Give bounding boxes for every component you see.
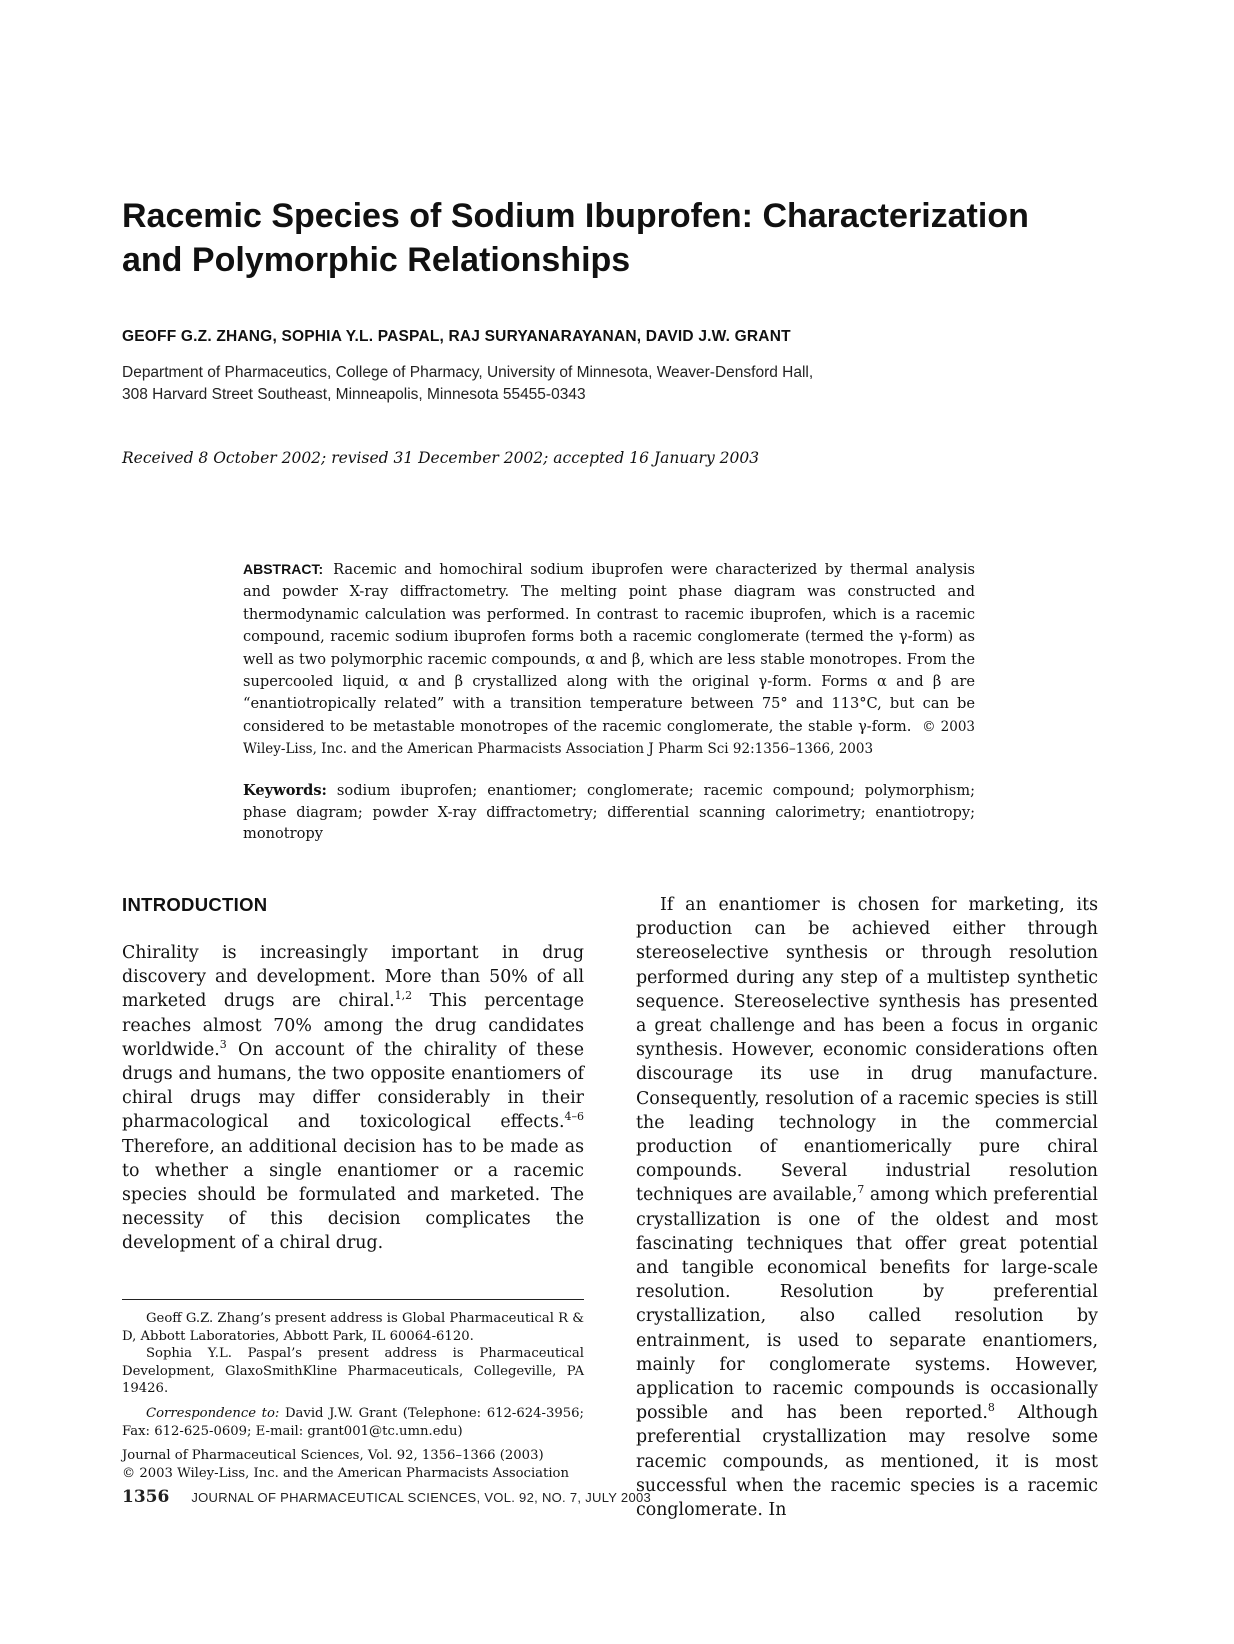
body-text-b: among which preferential crystallization is one of the oldest and most fascinating techniques that offer great potential and tangible economical benefits for large-scale resolution. Resolution by preferential crystallization, also called resolution by entrainment, is used to separate enantiomers, mainly for conglomerate systems. However, application to racemic compounds is occasionally possible and has been reported. (636, 1185, 1098, 1424)
abstract-citation: © 2003 Wiley-Liss, Inc. and the American Pharmacists Association J Pharm Sci 92:1356–1366, 2003 (243, 718, 976, 758)
body-paragraph (636, 893, 1098, 1522)
left-column (122, 893, 584, 1256)
affiliation (122, 362, 1082, 406)
body-text-a: If an enantiomer is chosen for marketing, its production can be achieved either through stereoselective synthesis or through resolution performed during any step of a multistep synthetic sequence. Stereoselective synthesis has presented a great challenge and has been a focus in organic synthesis. However, economic considerations often discourage its use in drug manufacture. Consequently, resolution of a racemic species is still the leading technology in the commercial production of enantiomerically pure chiral compounds. Several industrial resolution techniques are available, (636, 895, 1098, 1206)
running-footer: JOURNAL OF PHARMACEUTICAL SCIENCES, VOL. 92, NO. 7, JULY 2003 (191, 1490, 652, 1505)
reference-marker[interactable]: 1,2 (394, 989, 413, 1003)
page-number: 1356 (122, 1487, 170, 1507)
footnotes (122, 1310, 584, 1482)
footnote-paspal: Sophia Y.L. Paspal’s present address is Pharmaceutical Development, GlaxoSmithKline Pharmaceuticals, Collegeville, PA 19426. (122, 1346, 584, 1397)
footnote-correspondence (122, 1405, 584, 1440)
right-column (636, 893, 1098, 1522)
footnote-journal: Journal of Pharmaceutical Sciences, Vol. 92, 1356–1366 (2003) (122, 1448, 544, 1464)
footnote-copyright: © 2003 Wiley-Liss, Inc. and the American Pharmacists Association (122, 1465, 569, 1481)
abstract (243, 558, 975, 761)
footnote-divider (122, 1299, 584, 1300)
author-list: GEOFF G.Z. ZHANG, SOPHIA Y.L. PASPAL, RAJ SURYANARAYANAN, DAVID J.W. GRANT (122, 328, 791, 345)
section-heading-introduction: INTRODUCTION (122, 894, 268, 915)
affiliation-line-1: Department of Pharmaceutics, College of Pharmacy, University of Minnesota, Weaver-Densford Hall, (122, 364, 814, 381)
abstract-text: Racemic and homochiral sodium ibuprofen were characterized by thermal analysis and powder X-ray diffractometry. The melting point phase diagram was constructed and thermodynamic calculation was performed. In contrast to racemic ibuprofen, which is a racemic compound, racemic sodium ibuprofen forms both a racemic conglomerate (termed the γ-form) as well as two polymorphic racemic compounds, α and β, which are less stable monotropes. From the supercooled liquid, α and β crystallized along with the original γ-form. Forms α and β are “enantiotropically related” with a transition temperature between 75° and 113°C, but can be considered to be metastable monotropes of the racemic conglomerate, the stable γ-form. (243, 561, 975, 735)
intro-text-b: This percentage reaches almost 70% among the drug candidates worldwide. (122, 991, 584, 1060)
footnote-zhang: Geoff G.Z. Zhang’s present address is Global Pharmaceutical R & D, Abbott Laboratories, Abbott Park, IL 60064-6120. (122, 1311, 584, 1344)
intro-paragraph (122, 941, 584, 1256)
affiliation-line-2: 308 Harvard Street Southeast, Minneapolis, Minnesota 55455-0343 (122, 386, 586, 403)
reference-marker[interactable]: 3 (219, 1037, 227, 1051)
received-dates: Received 8 October 2002; revised 31 December 2002; accepted 16 January 2003 (122, 449, 760, 467)
body-text-c: Although preferential crystallization may resolve some racemic compounds, as mentioned, it is most successful when the racemic species is a racemic conglomerate. In (636, 1403, 1098, 1521)
reference-marker[interactable]: 8 (987, 1401, 995, 1415)
keywords (243, 780, 975, 845)
correspondence-label: Correspondence to: (146, 1405, 280, 1421)
intro-text-a: Chirality is increasingly important in drug discovery and development. More than 50% of all marketed drugs are chiral. (122, 943, 584, 1012)
keywords-text: sodium ibuprofen; enantiomer; conglomerate; racemic compound; polymorphism; phase diagram; powder X-ray diffractometry; differential scanning calorimetry; enantiotropy; monotropy (243, 782, 975, 842)
reference-marker[interactable]: 7 (857, 1183, 865, 1197)
page-footer (122, 1487, 1082, 1507)
article-title (122, 194, 1082, 282)
reference-marker[interactable]: 4–6 (564, 1110, 584, 1124)
title-line-2: and Polymorphic Relationships (122, 241, 631, 279)
keywords-label: Keywords: (243, 782, 327, 799)
intro-text-c: On account of the chirality of these drugs and humans, the two opposite enantiomers of chiral drugs may differ considerably in their pharmacological and toxicological effects. (122, 1039, 584, 1133)
intro-text-d: Therefore, an additional decision has to be made as to whether a single enantiomer or a racemic species should be formulated and marketed. The necessity of this decision complicates the development of a chiral drug. (122, 1136, 584, 1254)
title-line-1: Racemic Species of Sodium Ibuprofen: Characterization (122, 197, 1029, 235)
correspondence-text: David J.W. Grant (Telephone: 612-624-3956; Fax: 612-625-0609; E-mail: grant001@tc.umn.edu) (122, 1405, 584, 1439)
abstract-label: ABSTRACT: (243, 561, 324, 577)
